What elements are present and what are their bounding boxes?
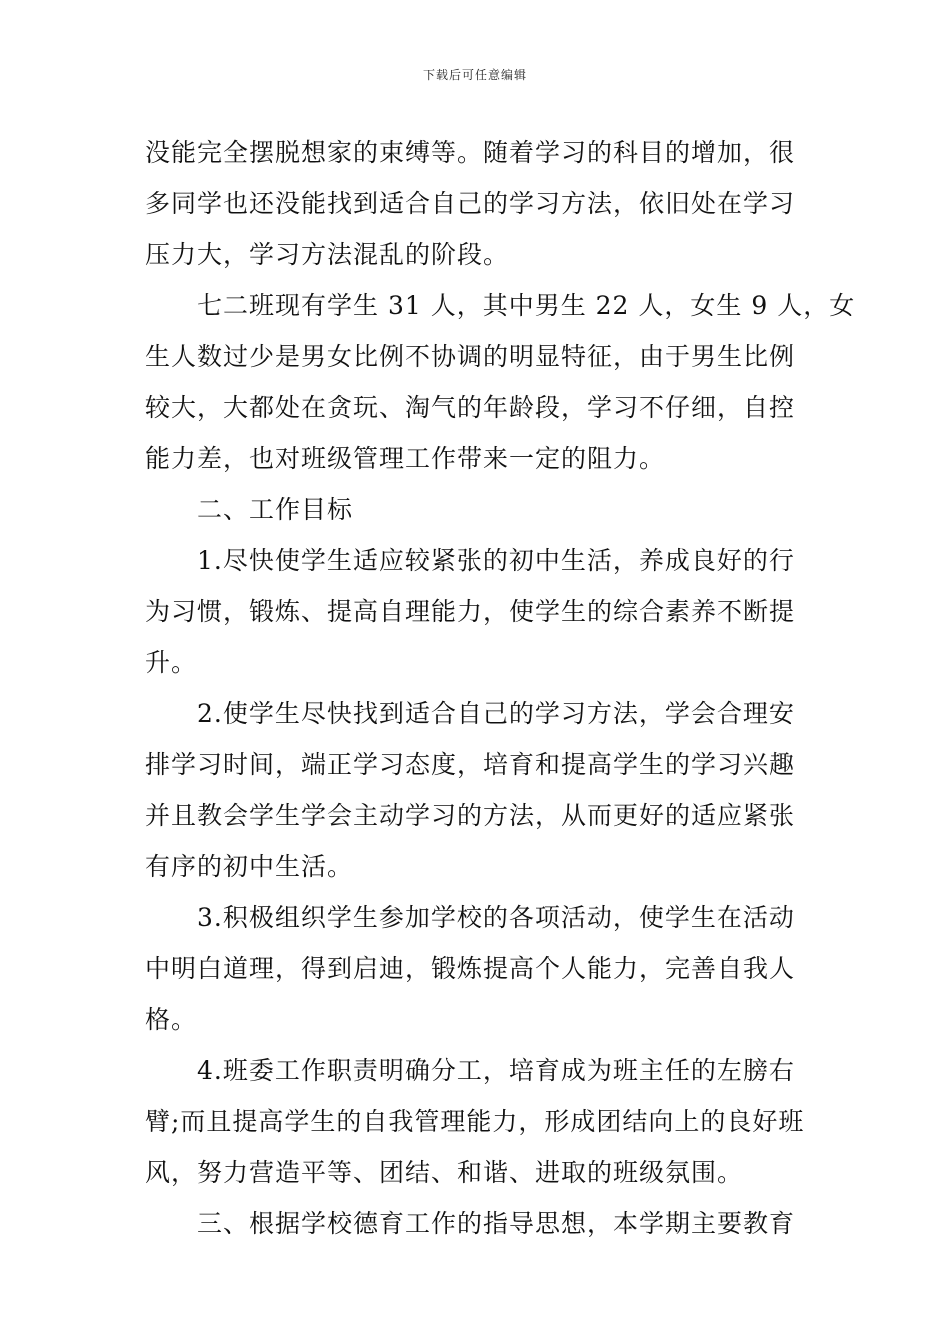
text-line: 排学习时间，端正学习态度，培育和提高学生的学习兴趣 — [145, 750, 796, 779]
section-heading: 三、根据学校德育工作的指导思想，本学期主要教育 — [197, 1209, 796, 1238]
text-line: 生人数过少是男女比例不协调的明显特征，由于男生比例 — [145, 342, 796, 371]
text-line: 臂;而且提高学生的自我管理能力，形成团结向上的良好班 — [145, 1107, 805, 1136]
text-line: 3.积极组织学生参加学校的各项活动，使学生在活动 — [197, 903, 795, 932]
text-line: 能力差，也对班级管理工作带来一定的阻力。 — [145, 444, 666, 473]
text-line: 压力大，学习方法混乱的阶段。 — [145, 240, 510, 269]
text-line: 多同学也还没能找到适合自己的学习方法，依旧处在学习 — [145, 189, 796, 218]
text-line: 中明白道理，得到启迪，锻炼提高个人能力，完善自我人 — [145, 954, 796, 983]
page-header: 下载后可任意编辑 — [422, 68, 527, 82]
text-line: 1.尽快使学生适应较紧张的初中生活，养成良好的行 — [197, 546, 795, 575]
text-line: 七二班现有学生 31 人，其中男生 22 人，女生 9 人，女 — [197, 291, 856, 320]
document-body — [145, 127, 856, 1249]
text-line: 风，努力营造平等、团结、和谐、进取的班级氛围。 — [145, 1158, 744, 1187]
text-line: 没能完全摆脱想家的束缚等。随着学习的科目的增加，很 — [145, 138, 796, 167]
text-line: 并且教会学生学会主动学习的方法，从而更好的适应紧张 — [145, 801, 796, 830]
text-line: 较大，大都处在贪玩、淘气的年龄段，学习不仔细，自控 — [145, 393, 796, 422]
text-line: 升。 — [145, 648, 198, 677]
section-heading: 二、工作目标 — [197, 495, 354, 524]
text-line: 4.班委工作职责明确分工，培育成为班主任的左膀右 — [197, 1056, 795, 1085]
text-line: 2.使学生尽快找到适合自己的学习方法，学会合理安 — [197, 699, 795, 728]
text-line: 为习惯，锻炼、提高自理能力，使学生的综合素养不断提 — [145, 597, 796, 626]
text-line: 格。 — [145, 1005, 198, 1034]
text-line: 有序的初中生活。 — [145, 852, 354, 881]
